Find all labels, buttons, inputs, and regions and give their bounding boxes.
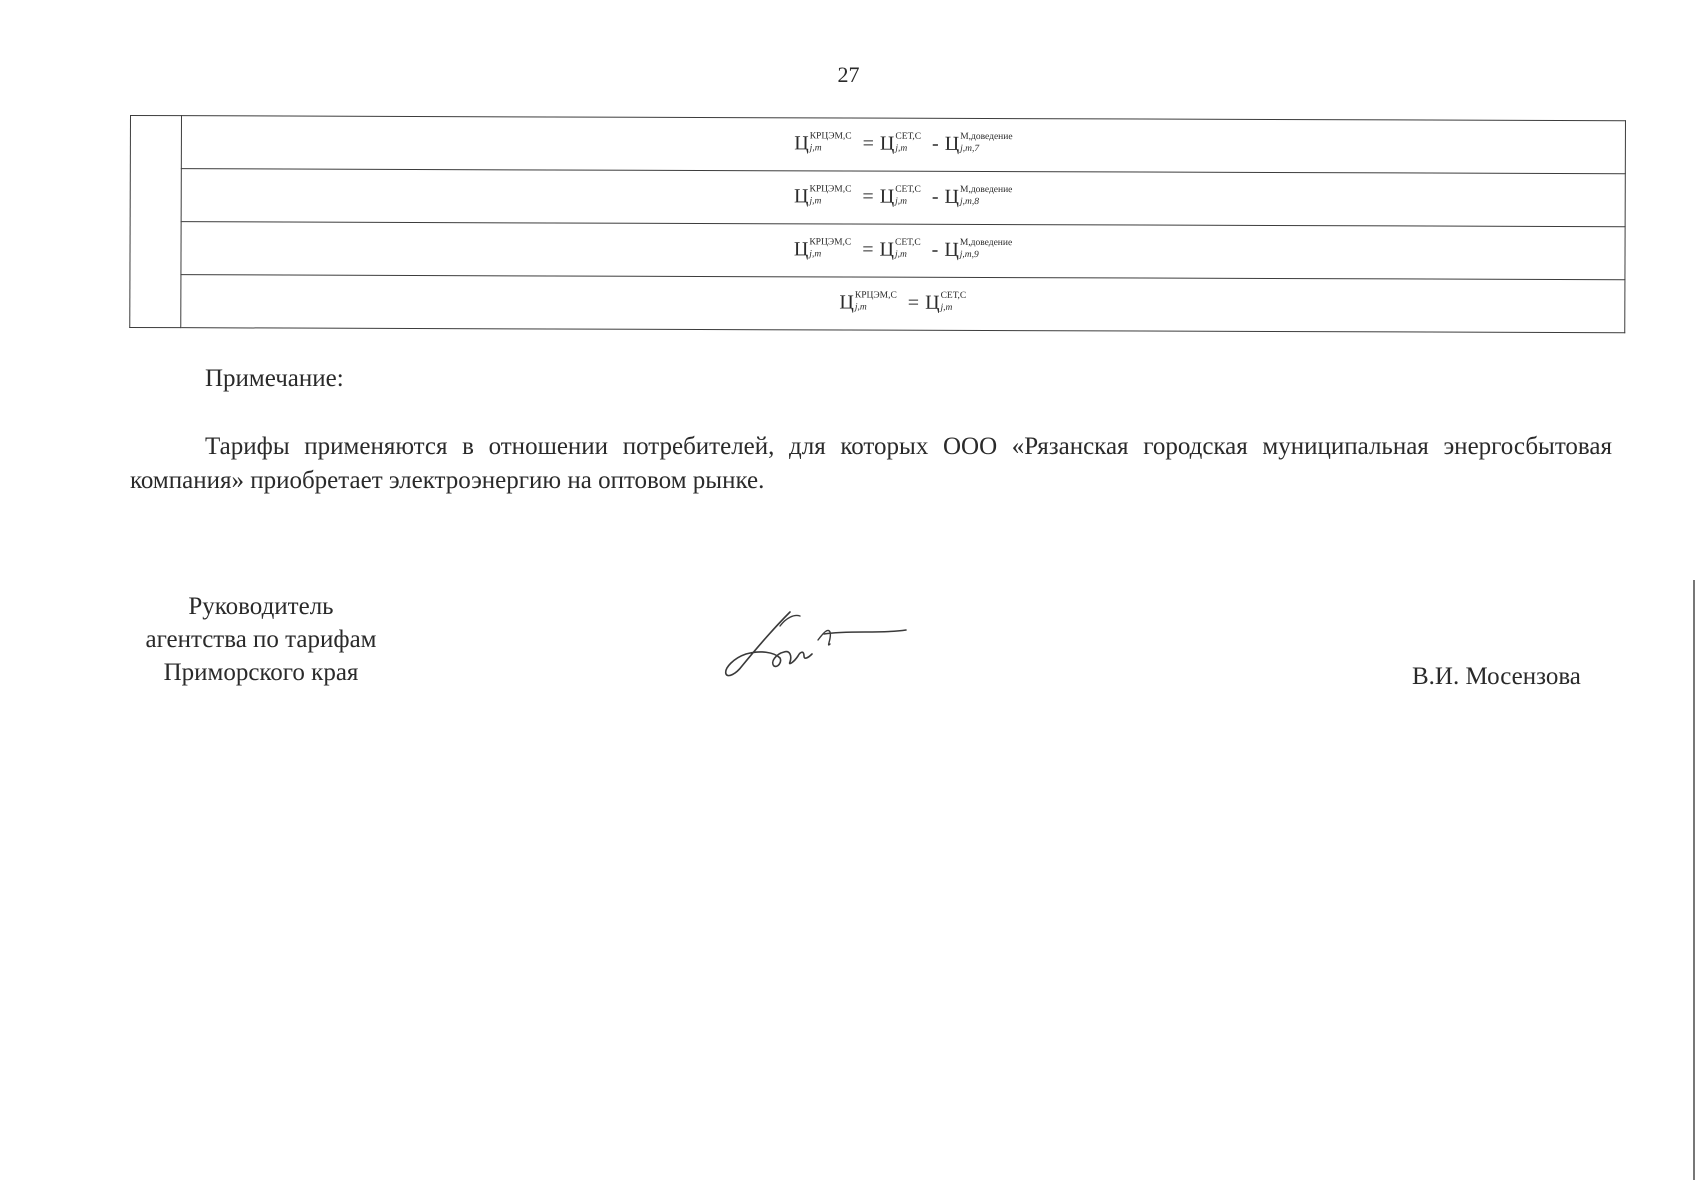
formula-symbol: Ц bbox=[793, 238, 809, 261]
superscript: М,доведение bbox=[960, 184, 1013, 195]
formula-table bbox=[129, 115, 1626, 333]
superscript: КРЦЭМ,С bbox=[809, 237, 852, 248]
signer-title-line: Приморского края bbox=[163, 659, 359, 686]
minus-sign: - bbox=[932, 133, 939, 156]
subscript: j,m bbox=[895, 196, 908, 207]
subscript: j,m bbox=[894, 249, 907, 260]
subscript: j,m bbox=[895, 143, 908, 154]
formula bbox=[794, 239, 1012, 263]
formula-symbol: Ц bbox=[944, 133, 960, 156]
table-row bbox=[130, 169, 1625, 227]
formula-cell bbox=[181, 222, 1625, 280]
empty-index-cell bbox=[130, 116, 182, 328]
formula-symbol: Ц bbox=[839, 291, 854, 314]
subscript: j,m,7 bbox=[960, 144, 980, 155]
subscript: j,m,9 bbox=[959, 250, 979, 261]
minus-sign: - bbox=[931, 239, 939, 262]
minus-sign: - bbox=[931, 186, 939, 209]
note-text: Тарифы применяются в отношении потребителей, для которых ООО «Рязанская городская муниципальная энергосбытовая компания» приобретает электроэнергию на оптовом рынке. bbox=[130, 433, 1612, 494]
formula bbox=[794, 186, 1012, 210]
equals-sign: = bbox=[862, 185, 874, 208]
signer-title-line: Руководитель bbox=[188, 593, 334, 620]
formula-cell bbox=[181, 169, 1625, 227]
equals-sign: = bbox=[862, 132, 874, 155]
page-number: 27 bbox=[837, 62, 860, 87]
signer-title bbox=[118, 590, 404, 689]
scan-edge-line bbox=[1693, 580, 1695, 1180]
superscript: СЕТ,С bbox=[895, 184, 921, 195]
superscript: СЕТ,С bbox=[894, 237, 921, 248]
subscript: j,m bbox=[854, 302, 867, 313]
signer-title-line: агентства по тарифам bbox=[145, 626, 377, 653]
equals-sign: = bbox=[907, 292, 920, 315]
subscript: j,m bbox=[809, 143, 822, 154]
subscript: j,m,8 bbox=[959, 197, 979, 208]
superscript: КРЦЭМ,С bbox=[809, 131, 852, 142]
formula-symbol: Ц bbox=[794, 185, 809, 208]
note-label: Примечание: bbox=[205, 365, 344, 392]
superscript: КРЦЭМ,С bbox=[809, 184, 852, 195]
formula-symbol: Ц bbox=[879, 238, 895, 261]
formula-symbol: Ц bbox=[879, 185, 895, 208]
formula-symbol: Ц bbox=[879, 132, 895, 155]
handwritten-signature-icon bbox=[720, 604, 920, 684]
subscript: j,m bbox=[940, 303, 953, 314]
formula-symbol: Ц bbox=[794, 132, 809, 155]
formula-cell bbox=[181, 275, 1625, 333]
superscript: СЕТ,С bbox=[940, 290, 967, 301]
formula bbox=[794, 133, 1012, 157]
table-row bbox=[130, 116, 1625, 174]
table-row bbox=[130, 275, 1625, 333]
formula-cell bbox=[181, 116, 1625, 174]
subscript: j,m bbox=[809, 196, 822, 207]
formula-symbol: Ц bbox=[944, 239, 959, 262]
table-row bbox=[130, 222, 1625, 280]
subscript: j,m bbox=[809, 249, 822, 260]
superscript: КРЦЭМ,С bbox=[854, 290, 897, 301]
formula-symbol: Ц bbox=[925, 292, 940, 315]
signer-name: В.И. Мосензова bbox=[1412, 663, 1581, 690]
superscript: СЕТ,С bbox=[895, 131, 922, 142]
formula bbox=[839, 292, 966, 316]
superscript: М,доведение bbox=[960, 131, 1013, 142]
formula-symbol: Ц bbox=[944, 186, 960, 209]
superscript: М,доведение bbox=[959, 237, 1013, 248]
equals-sign: = bbox=[862, 238, 874, 261]
